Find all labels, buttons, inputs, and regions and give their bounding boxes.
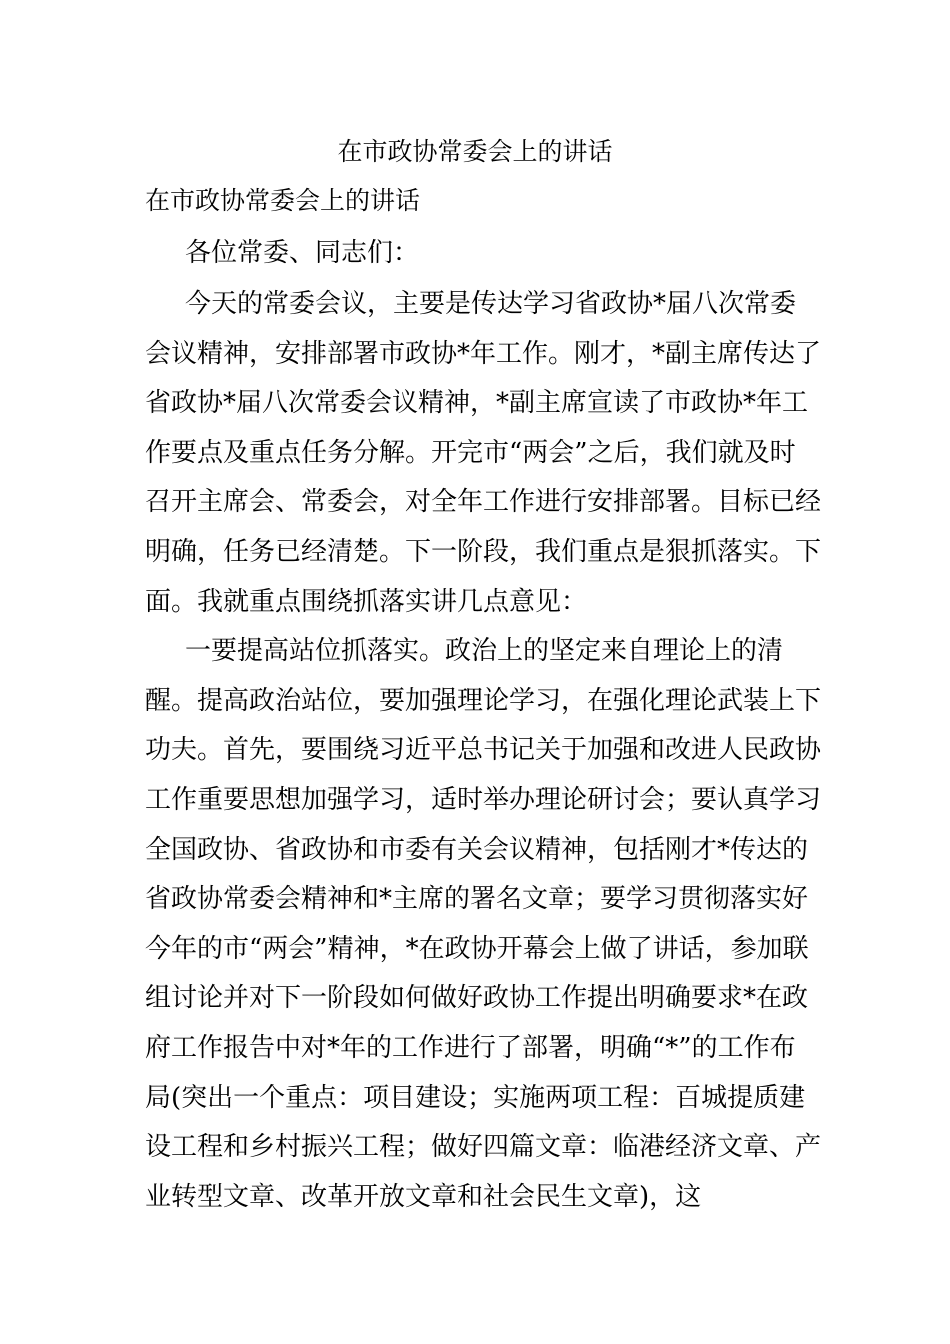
- greeting: 各位常委、同志们：: [185, 238, 420, 268]
- paragraph-intro: 今天的常委会议，主要是传达学习省政协*届八次常委会议精神，安排部署市政协*年工作。刚才，*副主席传达了省政协*届八次常委会议精神，*副主席宣读了市政协*年工作要点及重点任务分解。开完市“两会”之后，我们就及时召开主席会、常委会，对全年工作进行安排部署。目标已经明确，任务已经清楚。下一阶段，我们重点是狠抓落实。下面。我就重点围绕抓落实讲几点意见：: [145, 289, 822, 617]
- document-body: [145, 181, 821, 1222]
- document-subtitle: 在市政协常委会上的讲话: [145, 186, 421, 215]
- document-title: 在市政协常委会上的讲话: [337, 137, 613, 166]
- paragraph-point-one: 一要提高站位抓落实。政治上的坚定来自理论上的清醒。提高政治站位，要加强理论学习，在强化理论武装上下功夫。首先，要围绕习近平总书记关于加强和改进人民政协工作重要思想加强学习，适时举办理论研讨会；要认真学习全国政协、省政协和市委有关会议精神，包括刚才*传达的省政协常委会精神和*主席的署名文章；要学习贯彻落实好今年的市“两会”精神，*在政协开幕会上做了讲话，参加联组讨论并对下一阶段如何做好政协工作提出明确要求*在政府工作报告中对*年的工作进行了部署，明确“*”的工作布局(突出一个重点：项目建设；实施两项工程：百城提质建设工程和乡村振兴工程；做好四篇文章：临港经济文章、产业转型文章、改革开放文章和社会民生文章)，这: [145, 636, 822, 1212]
